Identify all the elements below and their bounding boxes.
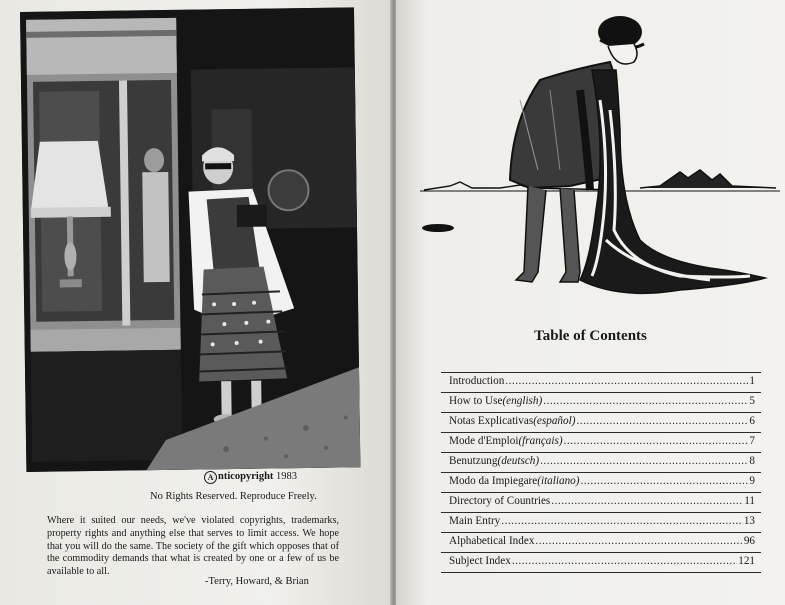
gift-society-blurb: Where it suited our needs, we've violated copyrights, trademarks, property rights and anything else that serves to limit access. We hope that you will do the same. The society of the gift which opposes that of the commodity demands that what is created by one or a few of us be available to all. xyxy=(47,515,339,578)
toc-entry-page: 13 xyxy=(743,515,755,527)
toc-leader-dots xyxy=(501,515,743,527)
toc-leader-dots xyxy=(551,495,743,507)
left-page xyxy=(0,0,392,605)
toc-entry-language: (italiano) xyxy=(537,475,580,487)
toc-entry-notas-explicativas xyxy=(449,415,755,435)
toc-entry-page: 11 xyxy=(744,495,755,507)
toc-entry-label: Benutzung xyxy=(449,455,498,467)
toc-entry-label: Subject Index xyxy=(449,555,511,567)
toc-leader-dots xyxy=(576,415,748,427)
toc-leader-dots xyxy=(564,435,749,447)
anticopyright-year: 1983 xyxy=(276,471,298,482)
toc-entry-page: 5 xyxy=(749,395,755,407)
toc-entry-page: 9 xyxy=(749,475,755,487)
anticopyright-notice xyxy=(204,471,297,484)
toc-entry-language: (english) xyxy=(502,395,543,407)
toc-entry-label: Directory of Countries xyxy=(449,495,551,507)
toc-title: Table of Contents xyxy=(534,328,647,344)
toc-leader-dots xyxy=(505,375,748,387)
toc-entry-directory-of-countries xyxy=(449,495,755,515)
toc-entry-main-entry xyxy=(449,515,755,535)
anticopyright-word: nticopyright xyxy=(218,471,274,482)
toc-leader-dots xyxy=(581,475,749,487)
toc-entry-label: How to Use xyxy=(449,395,503,407)
toc-entry-page: 96 xyxy=(743,535,755,547)
toc-entry-page: 8 xyxy=(749,455,755,467)
toc-entry-label: Notas Explicativas xyxy=(449,415,534,427)
toc-entry-alphabetical-index xyxy=(449,535,755,555)
man-with-flag-illustration xyxy=(420,10,780,310)
toc-leader-dots xyxy=(543,395,748,407)
toc-leader-dots xyxy=(535,535,742,547)
toc-leader-dots xyxy=(540,455,748,467)
toc-entry-language: (deutsch) xyxy=(497,455,540,467)
toc-entry-page: 7 xyxy=(749,435,755,447)
rights-statement: No Rights Reserved. Reproduce Freely. xyxy=(150,491,317,502)
toc-entry-language: (français) xyxy=(518,435,563,447)
anticopyright-symbol: A xyxy=(204,471,217,484)
toc-entry-how-to-use xyxy=(449,395,755,415)
toc-entry-label: Main Entry xyxy=(449,515,501,527)
toc-entry-page: 121 xyxy=(738,555,755,567)
toc-entry-label: Alphabetical Index xyxy=(449,535,535,547)
toc-entry-label: Mode d'Emploi xyxy=(449,435,519,447)
toc-entry-introduction xyxy=(449,375,755,395)
toc-leader-dots xyxy=(512,555,737,567)
toc-entry-page: 6 xyxy=(749,415,755,427)
toc-entry-benutzung xyxy=(449,455,755,475)
toc-entry-language: (español) xyxy=(533,415,576,427)
toc-entry-page: 1 xyxy=(749,375,755,387)
toc-entry-label: Introduction xyxy=(449,375,505,387)
toc-entry-modo-da-impiegare xyxy=(449,475,755,495)
toc-entry-label: Modo da Impiegare xyxy=(449,475,538,487)
toc-entry-mode-d-emploi xyxy=(449,435,755,455)
toc-divider xyxy=(441,372,761,373)
table-of-contents xyxy=(449,375,755,575)
toc-entry-subject-index xyxy=(449,555,755,575)
vending-machine-photo xyxy=(20,7,360,472)
authors-signature: -Terry, Howard, & Brian xyxy=(205,576,309,587)
